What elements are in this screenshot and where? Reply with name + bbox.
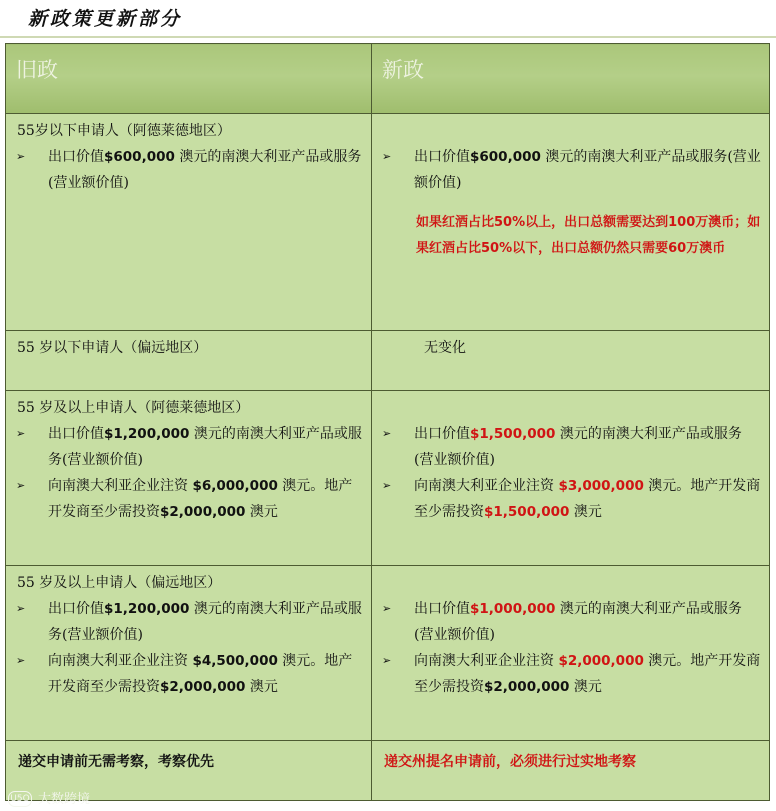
list-item: ➢ 出口价值$1,200,000 澳元的南澳大利亚产品或服务(营业额价值)	[14, 596, 363, 648]
list-item: ➢ 出口价值$600,000 澳元的南澳大利亚产品或服务(营业额价值)	[380, 144, 761, 196]
old-inspection-rule: 递交申请前无需考察，考察优先	[18, 754, 214, 770]
list-item: ➢ 向南澳大利亚企业注资 $2,000,000 澳元。地产开发商至少需投资$2,000,000 澳元	[380, 648, 761, 700]
title-divider	[0, 36, 776, 38]
applicant-category: 55 岁及以上申请人（偏远地区）	[17, 575, 222, 591]
old-policy-cell	[6, 114, 372, 331]
applicant-category: 55 岁以下申请人（偏远地区）	[17, 340, 208, 356]
list-item: ➢ 向南澳大利亚企业注资 $4,500,000 澳元。地产开发商至少需投资$2,000,000 澳元	[14, 648, 363, 700]
arrowhead-bullet-icon: ➢	[382, 602, 392, 615]
amount: $600,000	[104, 149, 175, 165]
new-policy-cell	[372, 114, 770, 331]
old-policy-cell	[6, 566, 372, 741]
arrowhead-bullet-icon: ➢	[382, 150, 392, 163]
table-row	[6, 114, 770, 331]
table-row	[6, 391, 770, 566]
header-new-policy: 新政	[372, 44, 770, 114]
watermark-text: 大数跨境	[38, 791, 91, 807]
list-item: ➢ 出口价值$600,000 澳元的南澳大利亚产品或服务(营业额价值)	[14, 144, 363, 196]
wine-export-note: 如果红酒占比50%以上，出口总额需要达到100万澳币；如果红酒占比50%以下，出口总额仍然只需要60万澳币	[416, 215, 761, 256]
arrowhead-bullet-icon: ➢	[16, 427, 26, 440]
table-row	[6, 741, 770, 801]
table-row	[6, 566, 770, 741]
list-item: ➢ 出口价值$1,000,000 澳元的南澳大利亚产品或服务(营业额价值)	[380, 596, 761, 648]
watermark-logo-icon: U5O	[8, 791, 32, 807]
arrowhead-bullet-icon: ➢	[16, 479, 26, 492]
new-policy-cell	[372, 566, 770, 741]
arrowhead-bullet-icon: ➢	[16, 654, 26, 667]
list-item: ➢ 向南澳大利亚企业注资 $3,000,000 澳元。地产开发商至少需投资$1,500,000 澳元	[380, 473, 761, 525]
page-title: 新政策更新部分	[28, 8, 183, 30]
arrowhead-bullet-icon: ➢	[382, 427, 392, 440]
arrowhead-bullet-icon: ➢	[382, 479, 392, 492]
arrowhead-bullet-icon: ➢	[16, 150, 26, 163]
list-item: ➢ 向南澳大利亚企业注资 $6,000,000 澳元。地产开发商至少需投资$2,000,000 澳元	[14, 473, 363, 525]
watermark	[8, 788, 90, 808]
old-policy-cell	[6, 331, 372, 391]
new-policy-cell	[372, 331, 770, 391]
header-old-policy: 旧政	[6, 44, 372, 114]
new-policy-cell	[372, 391, 770, 566]
arrowhead-bullet-icon: ➢	[382, 654, 392, 667]
table-row	[6, 331, 770, 391]
list-item: ➢ 出口价值$1,500,000 澳元的南澳大利亚产品或服务(营业额价值)	[380, 421, 761, 473]
header-row	[6, 44, 770, 114]
applicant-category: 55岁以下申请人（阿德莱德地区）	[17, 123, 231, 139]
old-policy-cell	[6, 391, 372, 566]
amount: $600,000	[470, 149, 541, 165]
new-policy-cell	[372, 741, 770, 801]
policy-comparison-table	[5, 43, 770, 801]
arrowhead-bullet-icon: ➢	[16, 602, 26, 615]
new-inspection-rule: 递交州提名申请前，必须进行过实地考察	[384, 754, 636, 770]
list-item: ➢ 出口价值$1,200,000 澳元的南澳大利亚产品或服务(营业额价值)	[14, 421, 363, 473]
applicant-category: 55 岁及以上申请人（阿德莱德地区）	[17, 400, 250, 416]
no-change-text: 无变化	[424, 340, 466, 356]
